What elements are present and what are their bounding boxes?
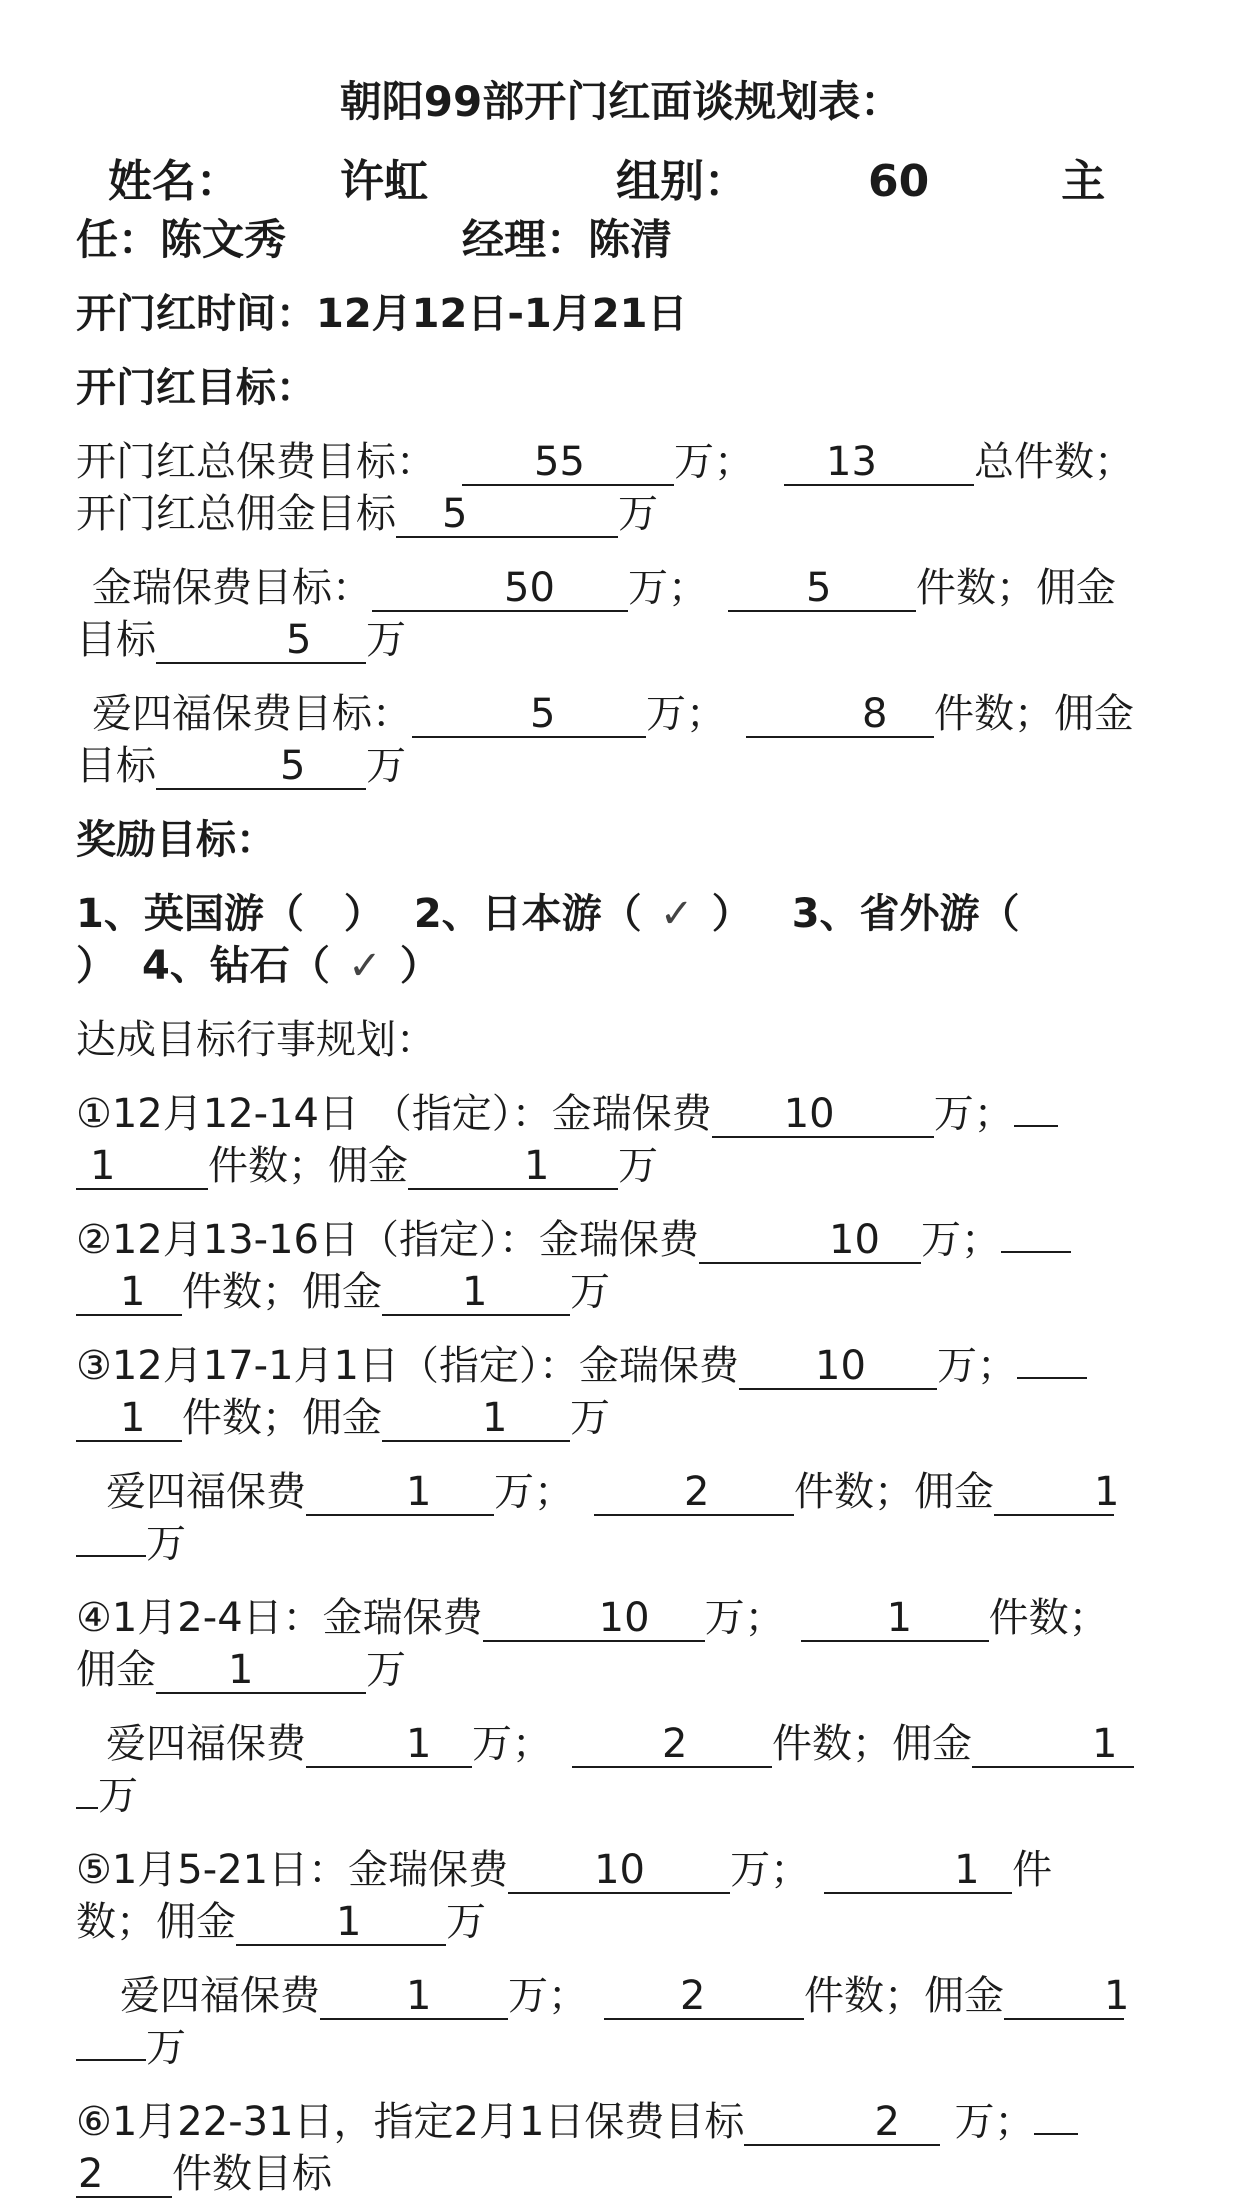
reward-outside-province-tour: 3、省外游（ xyxy=(791,891,1020,937)
plan-4-premium-field[interactable]: 10 xyxy=(483,1596,705,1642)
aisifu-count-field[interactable]: 8 xyxy=(746,692,934,738)
plan-1-line-2: 1 件数；佣金 1 万 xyxy=(76,1140,658,1192)
plan-6-premium-field[interactable]: 2 xyxy=(744,2100,940,2146)
plan-3-aisifu-commission-field-end[interactable] xyxy=(76,1555,146,1557)
reward-row-2: ） 4、钻石（ ✓ ） xyxy=(76,940,440,992)
plan-2-commission-field[interactable]: 1 xyxy=(382,1270,570,1316)
plan-4-count-field[interactable]: 1 xyxy=(801,1596,989,1642)
plan-5-aisifu-premium-field[interactable]: 1 xyxy=(320,1974,508,2020)
plan-4-aisifu-line-1: 爱四福保费 1 万； 2 件数；佣金 1 xyxy=(106,1718,1134,1770)
reward-heading: 奖励目标： xyxy=(76,817,276,863)
manager-label: 经理： xyxy=(462,215,589,264)
aisifu-premium-field[interactable]: 5 xyxy=(412,692,646,738)
plan-4-aisifu-commission-field[interactable]: 1 xyxy=(972,1722,1134,1768)
total-target-line-1: 开门红总保费目标： 55 万； 13 总件数； xyxy=(76,439,1134,485)
check-mark-icon[interactable]: ✓ xyxy=(348,943,382,989)
director-value: 陈文秀 xyxy=(160,215,287,264)
director-label-b: 任： xyxy=(76,215,161,264)
plan-3-premium-field[interactable]: 10 xyxy=(739,1344,937,1390)
reward-japan-tour: 2、日本游（ xyxy=(413,891,642,937)
plan-6-count-field[interactable]: 2 xyxy=(76,2152,172,2198)
jinrui-count-field[interactable]: 5 xyxy=(728,566,916,612)
plan-4-aisifu-premium-field[interactable]: 1 xyxy=(306,1722,472,1768)
group-label: 组别： xyxy=(616,156,748,207)
group-value: 60 xyxy=(868,156,930,207)
plan-3-aisifu-commission-field[interactable]: 1 xyxy=(994,1470,1114,1516)
plan-3-line-2: 1 件数；佣金 1 万 xyxy=(76,1392,610,1444)
plan-5-count-field[interactable]: 1 xyxy=(824,1848,1012,1894)
page-title: 朝阳99部开门红面谈规划表： xyxy=(339,77,903,126)
plan-5-premium-field[interactable]: 10 xyxy=(508,1848,730,1894)
plan-4-aisifu-count-field[interactable]: 2 xyxy=(572,1722,772,1768)
plan-5-commission-field[interactable]: 1 xyxy=(236,1900,446,1946)
header-row-1 xyxy=(108,156,1105,208)
reward-uk-tour: 1、英国游（ xyxy=(76,891,304,937)
plan-4-commission-field[interactable]: 1 xyxy=(156,1648,366,1694)
plan-1-premium-field[interactable]: 10 xyxy=(712,1092,934,1138)
plan-1-line-1: ①12月12-14日 （指定）：金瑞保费 10 万； xyxy=(76,1088,1058,1140)
goal-heading: 开门红目标： xyxy=(76,365,316,411)
plan-1-count-field-start[interactable] xyxy=(1014,1125,1058,1127)
plan-5-aisifu-commission-field-end[interactable] xyxy=(76,2059,146,2061)
plan-2-line-2: 1 件数；佣金 1 万 xyxy=(76,1266,610,1318)
aisifu-target-line-2: 目标 5 万 xyxy=(76,743,406,789)
plan-3-line-1: ③12月17-1月1日（指定）：金瑞保费 10 万； xyxy=(76,1340,1087,1392)
plan-3-commission-field[interactable]: 1 xyxy=(382,1396,570,1442)
plan-3-aisifu-line-2: 万 xyxy=(76,1518,186,1570)
plan-3-aisifu-premium-field[interactable]: 1 xyxy=(306,1470,494,1516)
director-label-a: 主 xyxy=(1061,156,1106,207)
header-row-2 xyxy=(76,214,672,266)
plan-2-count-field-start[interactable] xyxy=(1001,1251,1071,1253)
plan-6-line-2: 2 件数目标 xyxy=(78,2151,332,2197)
reward-row-1: 1、英国游（ ） 2、日本游（ ✓ ） 3、省外游（ xyxy=(76,888,1020,940)
campaign-period: 开门红时间：12月12日-1月21日 xyxy=(76,291,688,337)
check-mark-icon[interactable]: ✓ xyxy=(659,891,694,937)
plan-4-aisifu-line-2: 万 xyxy=(76,1770,138,1822)
total-commission-field[interactable]: 5 xyxy=(396,492,618,538)
plan-4-line-1: ④1月2-4日：金瑞保费 10 万； 1 件数； xyxy=(76,1595,1109,1641)
plan-3-count-field-start[interactable] xyxy=(1017,1377,1087,1379)
total-premium-field[interactable]: 55 xyxy=(462,440,674,486)
aisifu-commission-field[interactable]: 5 xyxy=(156,744,366,790)
total-target-line-2: 开门红总佣金目标 5 万 xyxy=(76,491,658,537)
plan-6-count-field-start[interactable] xyxy=(1034,2133,1078,2135)
name-value: 许虹 xyxy=(340,156,428,207)
plan-6-line-1: ⑥1月22-31日，指定2月1日保费目标 2 万； xyxy=(76,2096,1078,2148)
manager-value: 陈清 xyxy=(588,215,673,264)
jinrui-premium-field[interactable]: 50 xyxy=(372,566,628,612)
plan-5-aisifu-line-1: 爱四福保费 1 万； 2 件数；佣金 1 xyxy=(120,1973,1130,2019)
plan-1-commission-field[interactable]: 1 xyxy=(408,1144,618,1190)
plan-5-aisifu-commission-field[interactable]: 1 xyxy=(1004,1974,1124,2020)
total-count-field[interactable]: 13 xyxy=(784,440,974,486)
jinrui-target-line-2: 目标 5 万 xyxy=(76,617,406,663)
plan-1-count-field[interactable]: 1 xyxy=(76,1144,208,1190)
plan-5-aisifu-count-field[interactable]: 2 xyxy=(604,1974,804,2020)
name-label: 姓名： xyxy=(108,156,240,207)
plan-4-aisifu-commission-field-end[interactable] xyxy=(76,1807,98,1809)
plan-5-line-1: ⑤1月5-21日：金瑞保费 10 万； 1 件 xyxy=(76,1847,1053,1893)
aisifu-target-line-1: 爱四福保费目标： 5 万； 8 件数；佣金 xyxy=(92,691,1134,737)
plan-5-aisifu-line-2: 万 xyxy=(76,2022,186,2074)
jinrui-target-line-1: 金瑞保费目标： 50 万； 5 件数；佣金 xyxy=(92,565,1116,611)
plan-2-premium-field[interactable]: 10 xyxy=(699,1218,921,1264)
plan-2-count-field[interactable]: 1 xyxy=(76,1270,182,1316)
plan-2-line-1: ②12月13-16日（指定）：金瑞保费 10 万； xyxy=(76,1214,1071,1266)
jinrui-commission-field[interactable]: 5 xyxy=(156,618,366,664)
reward-diamond: 4、钻石（ xyxy=(142,943,330,989)
plan-heading: 达成目标行事规划： xyxy=(76,1017,436,1063)
plan-3-aisifu-count-field[interactable]: 2 xyxy=(594,1470,794,1516)
plan-4-line-2: 佣金 1 万 xyxy=(76,1647,406,1693)
plan-3-aisifu-line-1: 爱四福保费 1 万； 2 件数；佣金 1 xyxy=(106,1469,1120,1515)
plan-3-count-field[interactable]: 1 xyxy=(76,1396,182,1442)
plan-5-line-2: 数；佣金 1 万 xyxy=(76,1899,486,1945)
